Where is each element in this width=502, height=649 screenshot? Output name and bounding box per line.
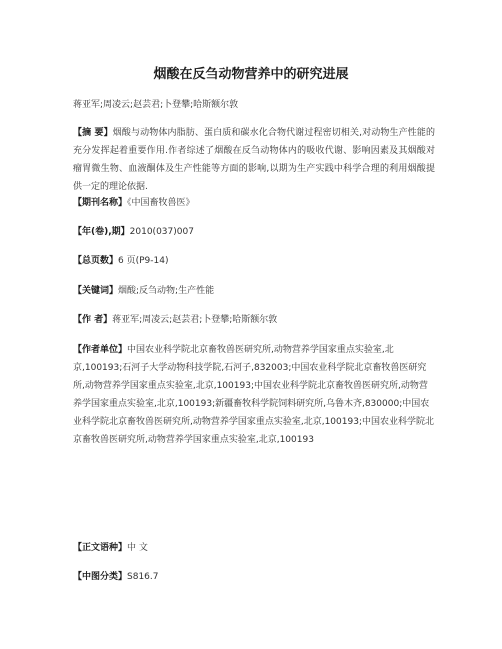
field-value: 2010(037)007 [129,227,194,237]
authors-line: 蒋亚军;周凌云;赵芸君;卜登攀;哈斯额尔敦 [73,100,239,110]
field-label: 【总页数】 [73,256,119,266]
field-value: 中国农业科学院北京畜牧兽医研究所,动物营养学国家重点实验室,北京,100193;石河子大学动物科技学院,石河子,832003;中国农业科学院北京畜牧兽医研究所,动物营养学国家重点实验室,北京,100193;中国农业科学院北京畜牧兽医研究所,动物营养学国家重点实验室,北京,100193;新疆畜牧科学院饲料研究所,乌鲁木齐,830000;中国农业科学院北京畜牧兽医研究所,动物营养学国家重点实验室,北京,100193;中国农业科学院北京畜牧兽医研究所,动物营养学国家重点实验室,北京,100193 [73,345,434,445]
field-label: 【年(卷),期】 [73,227,130,237]
field-value: 蒋亚军;周凌云;赵芸君;卜登攀;哈斯额尔敦 [112,315,278,325]
field-label: 【作 者】 [73,315,113,325]
field-authors [73,311,435,329]
document-title: 烟酸在反刍动物营养中的研究进展 [153,67,349,82]
field-value: 6 页(P9-14) [118,256,169,266]
field-label: 【正文语种】 [73,543,128,553]
field-language [73,539,435,557]
abstract-label: 【摘 要】 [73,128,113,138]
field-value: 中 文 [127,543,148,553]
field-label: 【作者单位】 [73,345,128,355]
field-label: 【期刊名称】 [73,198,128,208]
field-total-pages [73,252,435,270]
field-journal [73,194,435,212]
abstract-text: 烟酸与动物体内脂肪、蛋白质和碳水化合物代谢过程密切相关,对动物生产性能的充分发挥起着重要作用.作者综述了烟酸在反刍动物体内的吸收代谢、影响因素及其烟酸对瘤胃微生物、血液酮体及生产性能等方面的影响,以期为生产实践中科学合理的利用烟酸提供一定的理论依据. [73,128,435,192]
field-value: S816.7 [127,572,159,582]
field-keywords [73,282,435,300]
field-year-volume-issue [73,223,435,241]
abstract-block [73,124,435,196]
field-value: 《中国畜牧兽医》 [127,198,195,208]
field-label: 【关键词】 [73,286,119,296]
field-affiliations [73,341,435,449]
field-classification [73,568,435,586]
field-value: 烟酸;反刍动物;生产性能 [118,286,215,296]
field-label: 【中图分类】 [73,572,128,582]
